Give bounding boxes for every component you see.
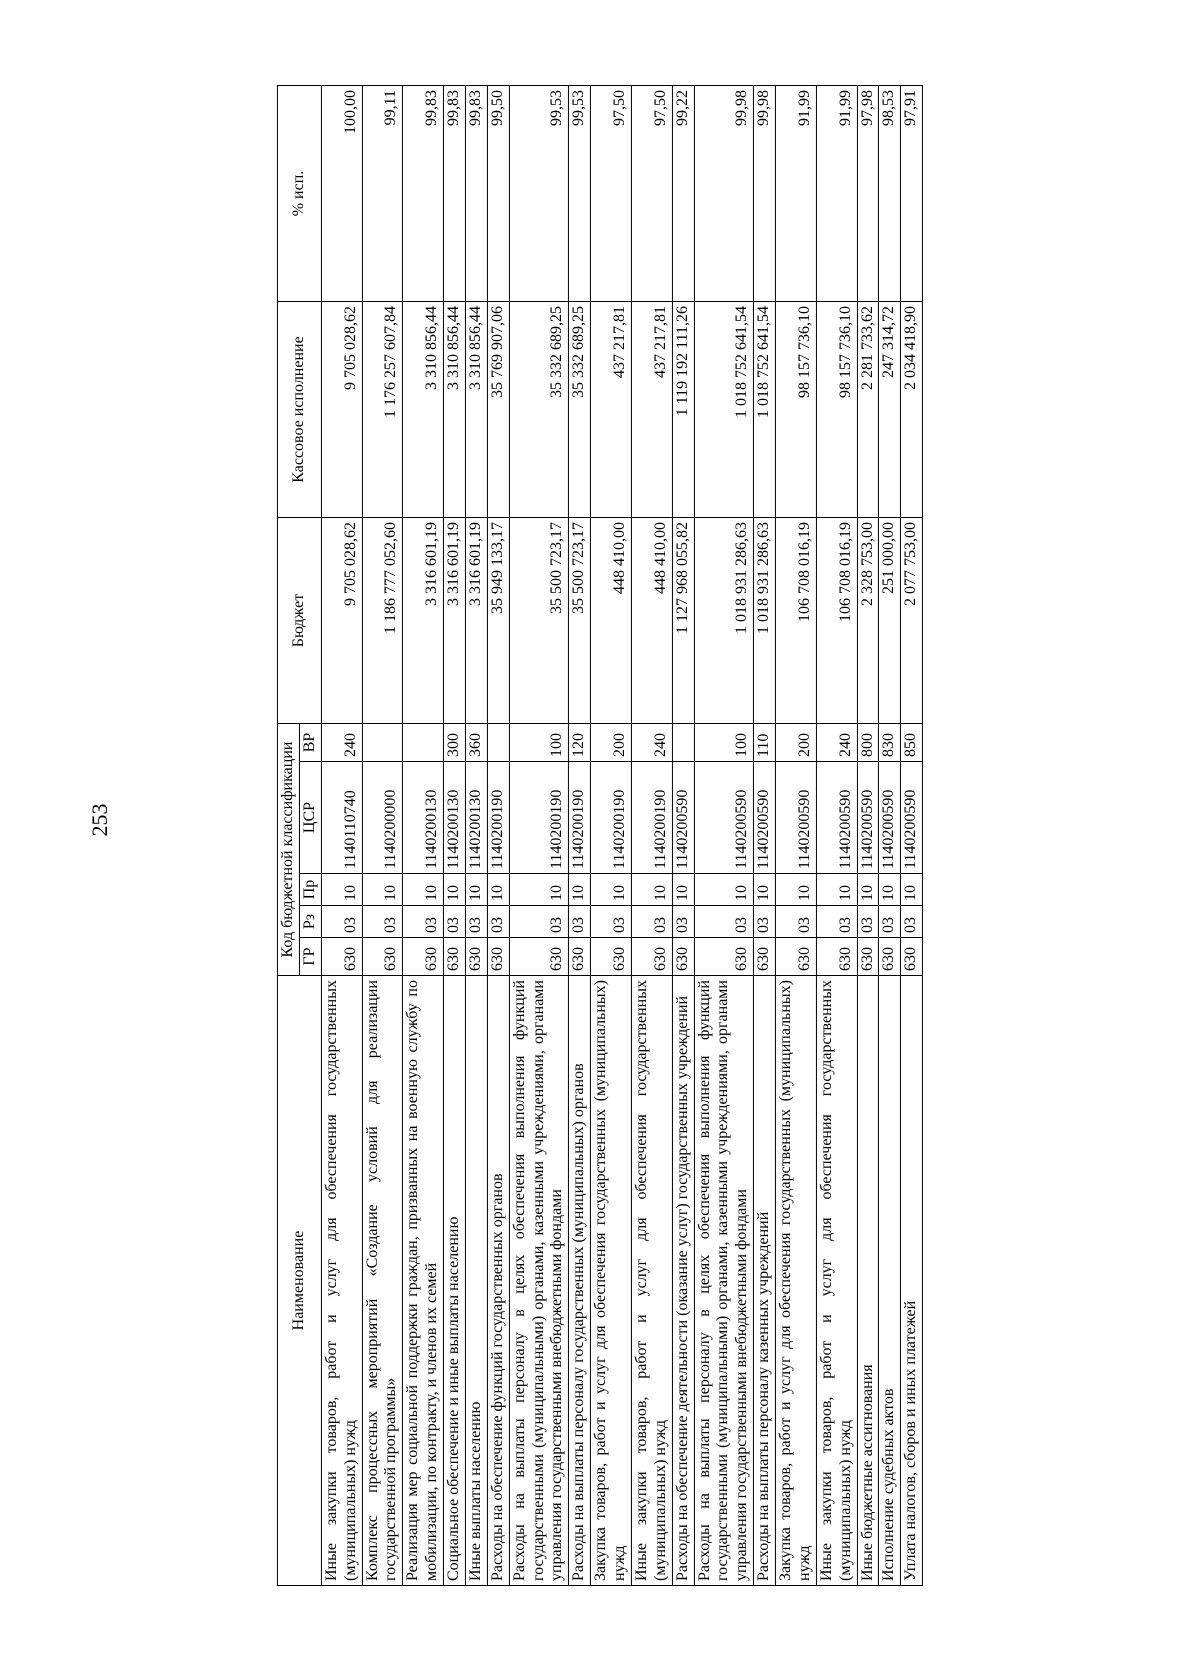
cell-name: Закупка товаров, работ и услуг для обеспечения государственных (муниципальных) нужд (775, 976, 816, 1586)
cell-budget: 1 018 931 286,63 (754, 518, 776, 724)
cell-rz: 03 (509, 906, 569, 938)
cell-pct: 97,91 (901, 86, 923, 302)
cell-rz: 03 (879, 906, 901, 938)
table-row (443, 86, 465, 1586)
header-code-group: Код бюджетной классификации (277, 724, 299, 976)
cell-vr: 240 (816, 724, 857, 762)
cell-csr: 1140200590 (775, 762, 816, 874)
cell-cash: 247 314,72 (879, 302, 901, 518)
cell-vr (403, 724, 444, 762)
table-row (879, 86, 901, 1586)
page-number: 253 (87, 803, 112, 837)
cell-csr: 1140200590 (754, 762, 776, 874)
cell-gr: 630 (321, 938, 362, 976)
cell-name: Расходы на обеспечение деятельности (оказание услуг) государственных учреждений (672, 976, 694, 1586)
cell-pr: 10 (443, 874, 465, 906)
cell-cash: 3 310 856,44 (465, 302, 487, 518)
cell-cash: 9 705 028,62 (321, 302, 362, 518)
cell-cash: 1 176 257 607,84 (362, 302, 403, 518)
cell-budget: 251 000,00 (879, 518, 901, 724)
cell-gr: 630 (672, 938, 694, 976)
cell-csr: 1140200130 (465, 762, 487, 874)
cell-pr: 10 (672, 874, 694, 906)
cell-budget: 1 018 931 286,63 (694, 518, 754, 724)
cell-rz: 03 (901, 906, 923, 938)
table-row (901, 86, 923, 1586)
cell-name: Закупка товаров, работ и услуг для обеспечения государственных (муниципальных) нужд (591, 976, 632, 1586)
cell-name: Иные бюджетные ассигнования (857, 976, 879, 1586)
cell-pct: 99,53 (509, 86, 569, 302)
cell-pr: 10 (569, 874, 591, 906)
budget-table (277, 85, 923, 1586)
table-row (362, 86, 403, 1586)
cell-pr: 10 (694, 874, 754, 906)
cell-rz: 03 (857, 906, 879, 938)
table-row (569, 86, 591, 1586)
header-name: Наименование (277, 976, 321, 1586)
cell-gr: 630 (816, 938, 857, 976)
cell-rz: 03 (569, 906, 591, 938)
cell-budget: 3 316 601,19 (403, 518, 444, 724)
table-row (321, 86, 362, 1586)
cell-pr: 10 (465, 874, 487, 906)
cell-cash: 98 157 736,10 (775, 302, 816, 518)
cell-pr: 10 (403, 874, 444, 906)
cell-vr (487, 724, 509, 762)
cell-budget: 1 127 968 055,82 (672, 518, 694, 724)
cell-csr: 1140200130 (443, 762, 465, 874)
cell-gr: 630 (694, 938, 754, 976)
cell-name: Иные закупки товаров, работ и услуг для обеспечения государственных (муниципальных) нужд (631, 976, 672, 1586)
cell-vr: 200 (591, 724, 632, 762)
cell-pct: 99,50 (487, 86, 509, 302)
table-row (857, 86, 879, 1586)
cell-csr: 1140110740 (321, 762, 362, 874)
header-cash: Кассовое исполнение (277, 302, 321, 518)
cell-pr: 10 (631, 874, 672, 906)
cell-cash: 1 018 752 641,54 (694, 302, 754, 518)
cell-gr: 630 (509, 938, 569, 976)
cell-budget: 3 316 601,19 (443, 518, 465, 724)
cell-vr: 240 (631, 724, 672, 762)
cell-csr: 1140200190 (591, 762, 632, 874)
cell-csr: 1140200000 (362, 762, 403, 874)
cell-rz: 03 (816, 906, 857, 938)
cell-pr: 10 (857, 874, 879, 906)
cell-pr: 10 (362, 874, 403, 906)
cell-csr: 1140200190 (569, 762, 591, 874)
cell-csr: 1140200590 (901, 762, 923, 874)
cell-pr: 10 (816, 874, 857, 906)
header-csr: ЦСР (299, 762, 321, 874)
cell-cash: 2 034 418,90 (901, 302, 923, 518)
cell-pct: 97,50 (591, 86, 632, 302)
cell-pr: 10 (487, 874, 509, 906)
cell-pr: 10 (879, 874, 901, 906)
cell-gr: 630 (443, 938, 465, 976)
cell-name: Расходы на обеспечение функций государственных органов (487, 976, 509, 1586)
cell-gr: 630 (591, 938, 632, 976)
header-pct: % исп. (277, 86, 321, 302)
cell-pct: 99,83 (465, 86, 487, 302)
cell-name: Иные закупки товаров, работ и услуг для обеспечения государственных (муниципальных) нужд (321, 976, 362, 1586)
cell-pct: 99,22 (672, 86, 694, 302)
cell-name: Иные выплаты населению (465, 976, 487, 1586)
cell-gr: 630 (362, 938, 403, 976)
table-row (816, 86, 857, 1586)
cell-csr: 1140200590 (816, 762, 857, 874)
table-row (631, 86, 672, 1586)
cell-cash: 35 332 689,25 (569, 302, 591, 518)
header-vr: ВР (299, 724, 321, 762)
cell-vr: 360 (465, 724, 487, 762)
cell-vr: 100 (509, 724, 569, 762)
header-rz: Рз (299, 906, 321, 938)
cell-vr: 800 (857, 724, 879, 762)
cell-rz: 03 (465, 906, 487, 938)
cell-rz: 03 (672, 906, 694, 938)
cell-cash: 1 119 192 111,26 (672, 302, 694, 518)
cell-cash: 437 217,81 (591, 302, 632, 518)
cell-vr: 120 (569, 724, 591, 762)
cell-name: Уплата налогов, сборов и иных платежей (901, 976, 923, 1586)
cell-gr: 630 (857, 938, 879, 976)
cell-rz: 03 (487, 906, 509, 938)
cell-vr: 850 (901, 724, 923, 762)
cell-gr: 630 (465, 938, 487, 976)
cell-budget: 1 186 777 052,60 (362, 518, 403, 724)
cell-pct: 99,83 (403, 86, 444, 302)
cell-name: Исполнение судебных актов (879, 976, 901, 1586)
cell-cash: 2 281 733,62 (857, 302, 879, 518)
cell-pr: 10 (591, 874, 632, 906)
rotated-page (277, 86, 923, 1586)
cell-budget: 448 410,00 (591, 518, 632, 724)
cell-pct: 97,50 (631, 86, 672, 302)
cell-vr: 240 (321, 724, 362, 762)
cell-rz: 03 (443, 906, 465, 938)
cell-csr: 1140200590 (857, 762, 879, 874)
cell-cash: 98 157 736,10 (816, 302, 857, 518)
cell-name: Реализация мер социальной поддержки граждан, призванных на военную службу по мобилизации, по контракту, и членов их семей (403, 976, 444, 1586)
cell-budget: 35 500 723,17 (509, 518, 569, 724)
cell-budget: 9 705 028,62 (321, 518, 362, 724)
cell-pr: 10 (901, 874, 923, 906)
cell-cash: 3 310 856,44 (443, 302, 465, 518)
table-row (694, 86, 754, 1586)
header-pr: Пр (299, 874, 321, 906)
cell-rz: 03 (631, 906, 672, 938)
cell-pct: 99,11 (362, 86, 403, 302)
cell-pct: 99,98 (754, 86, 776, 302)
cell-gr: 630 (631, 938, 672, 976)
header-row-top (277, 86, 299, 1586)
cell-pr: 10 (321, 874, 362, 906)
cell-budget: 106 708 016,19 (775, 518, 816, 724)
cell-csr: 1140200590 (672, 762, 694, 874)
table-row (403, 86, 444, 1586)
cell-rz: 03 (403, 906, 444, 938)
table-row (591, 86, 632, 1586)
cell-gr: 630 (775, 938, 816, 976)
cell-pct: 100,00 (321, 86, 362, 302)
header-budget: Бюджет (277, 518, 321, 724)
cell-budget: 2 328 753,00 (857, 518, 879, 724)
cell-pct: 91,99 (816, 86, 857, 302)
cell-name: Расходы на выплаты персоналу в целях обеспечения выполнения функций государственными (муниципальными) органами, казенными учреждениями, органами управления государственными внебюджетными фондами (509, 976, 569, 1586)
cell-name: Расходы на выплаты персоналу казенных учреждений (754, 976, 776, 1586)
cell-cash: 437 217,81 (631, 302, 672, 518)
header-gr: ГР (299, 938, 321, 976)
cell-vr: 300 (443, 724, 465, 762)
cell-gr: 630 (487, 938, 509, 976)
cell-cash: 35 332 689,25 (509, 302, 569, 518)
cell-pct: 97,98 (857, 86, 879, 302)
cell-pct: 98,53 (879, 86, 901, 302)
cell-rz: 03 (321, 906, 362, 938)
table-row (487, 86, 509, 1586)
cell-rz: 03 (694, 906, 754, 938)
cell-gr: 630 (403, 938, 444, 976)
cell-gr: 630 (569, 938, 591, 976)
cell-rz: 03 (754, 906, 776, 938)
cell-name: Комплекс процессных мероприятий «Создание условий для реализации государственной программы» (362, 976, 403, 1586)
cell-pr: 10 (775, 874, 816, 906)
cell-name: Социальное обеспечение и иные выплаты населению (443, 976, 465, 1586)
cell-csr: 1140200590 (694, 762, 754, 874)
cell-vr: 110 (754, 724, 776, 762)
cell-budget: 35 500 723,17 (569, 518, 591, 724)
cell-pct: 99,98 (694, 86, 754, 302)
cell-cash: 3 310 856,44 (403, 302, 444, 518)
cell-vr (362, 724, 403, 762)
cell-pr: 10 (754, 874, 776, 906)
cell-pct: 91,99 (775, 86, 816, 302)
table-row (509, 86, 569, 1586)
cell-cash: 1 018 752 641,54 (754, 302, 776, 518)
cell-rz: 03 (362, 906, 403, 938)
table-row (754, 86, 776, 1586)
cell-vr: 200 (775, 724, 816, 762)
cell-vr (672, 724, 694, 762)
cell-pct: 99,53 (569, 86, 591, 302)
cell-csr: 1140200130 (403, 762, 444, 874)
cell-rz: 03 (775, 906, 816, 938)
cell-name: Расходы на выплаты персоналу государственных (муниципальных) органов (569, 976, 591, 1586)
cell-name: Иные закупки товаров, работ и услуг для обеспечения государственных (муниципальных) нужд (816, 976, 857, 1586)
cell-budget: 448 410,00 (631, 518, 672, 724)
table-row (775, 86, 816, 1586)
table-body (321, 86, 922, 1586)
cell-csr: 1140200190 (509, 762, 569, 874)
cell-vr: 830 (879, 724, 901, 762)
table-row (465, 86, 487, 1586)
cell-cash: 35 769 907,06 (487, 302, 509, 518)
cell-pr: 10 (509, 874, 569, 906)
cell-budget: 35 949 133,17 (487, 518, 509, 724)
cell-rz: 03 (591, 906, 632, 938)
cell-budget: 3 316 601,19 (465, 518, 487, 724)
cell-csr: 1140200190 (631, 762, 672, 874)
cell-csr: 1140200190 (487, 762, 509, 874)
cell-name: Расходы на выплаты персоналу в целях обеспечения выполнения функций государственными (муниципальными) органами, казенными учреждениями, органами управления государственными внебюджетными фондами (694, 976, 754, 1586)
cell-budget: 2 077 753,00 (901, 518, 923, 724)
cell-gr: 630 (754, 938, 776, 976)
cell-vr: 100 (694, 724, 754, 762)
cell-csr: 1140200590 (879, 762, 901, 874)
cell-pct: 99,83 (443, 86, 465, 302)
cell-gr: 630 (879, 938, 901, 976)
table-row (672, 86, 694, 1586)
cell-budget: 106 708 016,19 (816, 518, 857, 724)
cell-gr: 630 (901, 938, 923, 976)
